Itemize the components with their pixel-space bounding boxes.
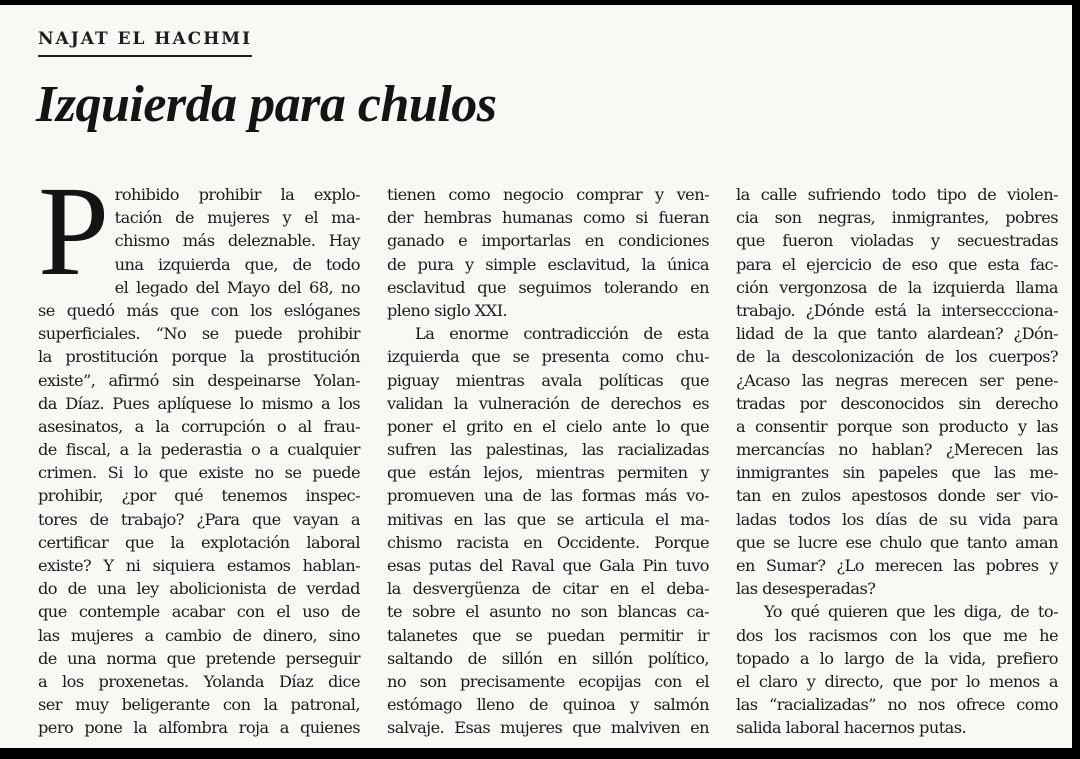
text-line: que fueron violadas y secuestradas xyxy=(736,231,1058,251)
text-line: de una norma que pretende perseguir xyxy=(38,648,360,668)
text-line: ción vergonzosa de la izquierda llama xyxy=(736,277,1058,297)
text-line: poner el grito en el cielo ante lo que xyxy=(387,416,709,436)
text-line: estómago lleno de quinoa y salmón xyxy=(387,695,709,715)
article-column-2 xyxy=(387,183,709,740)
text-line: de pura y simple esclavitud, la única xyxy=(387,254,709,274)
text-line: te sobre el asunto no son blancas ca- xyxy=(387,602,709,622)
text-line: chismo más deleznable. Hay xyxy=(114,231,360,251)
article-headline: Izquierda para chulos xyxy=(36,76,497,133)
text-line: trabajo. ¿Dónde está la interseccciona- xyxy=(736,300,1058,320)
text-line: pleno siglo XXI. xyxy=(387,300,508,320)
text-line: do de una ley abolicionista de verdad xyxy=(38,579,360,599)
text-line: ser muy beligerante con la patronal, xyxy=(38,695,360,715)
text-line: tienen como negocio comprar y ven- xyxy=(387,185,709,204)
text-line: lidad de la que tanto alardean? ¿Dón- xyxy=(736,324,1058,344)
text-line: saltando de sillón en sillón político, xyxy=(387,648,709,668)
text-line: que están lejos, mientras permiten y xyxy=(387,463,709,483)
text-line: a los proxenetas. Yolanda Díaz dice xyxy=(38,671,360,691)
text-line: superficiales. “No se puede prohibir xyxy=(38,324,360,344)
text-line: de fiscal, a la pederastia o a cualquier xyxy=(38,440,360,460)
text-line: de la descolonización de los cuerpos? xyxy=(736,347,1058,367)
text-line: pero pone la alfombra roja a quienes xyxy=(38,718,360,738)
text-line: ganado e importarlas en condiciones xyxy=(387,231,709,251)
text-line: la prostitución porque la prostitución xyxy=(38,347,360,367)
text-line: esclavitud que seguimos tolerando en xyxy=(387,277,709,297)
text-line: no son precisamente ecopijas con el xyxy=(387,671,709,691)
text-line: la desvergüenza de citar en el deba- xyxy=(387,579,709,599)
text-line: se quedó más que con los eslóganes xyxy=(38,300,360,320)
text-line: el claro y directo, que por lo menos a xyxy=(736,671,1058,691)
text-line: chismo racista en Occidente. Porque xyxy=(387,532,709,552)
text-line: ladas todos los días de su vida para xyxy=(736,509,1058,529)
text-line: validan la vulneración de derechos es xyxy=(387,393,709,413)
text-line: topado a lo largo de la vida, prefiero xyxy=(736,648,1058,668)
text-line: prohibir, ¿por qué tenemos inspec- xyxy=(38,486,360,506)
text-line: piguay mientras avala políticas que xyxy=(387,370,709,390)
text-line: tradas por desconocidos sin derecho xyxy=(736,393,1058,413)
article-column-1 xyxy=(38,160,360,740)
text-line: las “racializadas” no nos ofrece como xyxy=(736,695,1058,715)
text-line: existe? Y ni siquiera estamos hablan- xyxy=(38,556,360,575)
text-line: que se lucre ese chulo que tanto aman xyxy=(736,532,1058,552)
text-line: crimen. Si lo que existe no se puede xyxy=(38,463,360,483)
text-line: cia son negras, inmigrantes, pobres xyxy=(736,208,1058,228)
text-line: existe”, afirmó sin despeinarse Yolan- xyxy=(38,370,360,390)
text-line: la calle sufriendo todo tipo de violen- xyxy=(736,185,1058,204)
text-line: que contemple acabar con el uso de xyxy=(38,602,360,622)
article-column-3 xyxy=(736,183,1058,740)
text-line: sufren las palestinas, las racializadas xyxy=(387,440,709,460)
text-line: una izquierda que, de todo xyxy=(114,254,360,274)
text-line: asesinatos, a la corrupción o al frau- xyxy=(38,416,360,436)
text-line: a consentir porque son producto y las xyxy=(736,416,1058,436)
text-line: inmigrantes sin papeles que las me- xyxy=(736,463,1058,483)
text-line: der hembras humanas como si fueran xyxy=(387,208,709,228)
text-line: tan en zulos apestosos donde ser vio- xyxy=(736,486,1058,506)
drop-cap: P xyxy=(38,160,109,302)
text-line: tación de mujeres y el ma- xyxy=(114,208,360,228)
text-line: mitivas en las que se articula el ma- xyxy=(387,509,709,529)
text-line: las mujeres a cambio de dinero, sino xyxy=(38,625,360,645)
text-line: mercancías no hablan? ¿Merecen las xyxy=(736,440,1058,460)
text-line: el legado del Mayo del 68, no xyxy=(114,277,360,297)
text-line: certificar que la explotación laboral xyxy=(38,532,360,552)
text-line: en Sumar? ¿Lo merecen las pobres y xyxy=(736,556,1058,575)
text-line: dos los racismos con los que me he xyxy=(736,625,1058,645)
text-line: Yo qué quieren que les diga, de to- xyxy=(764,602,1058,622)
text-line: rohibido prohibir la explo- xyxy=(114,185,360,204)
text-line: ¿Acaso las negras merecen ser pene- xyxy=(736,370,1058,390)
text-line: las desesperadas? xyxy=(736,579,876,599)
author-byline: NAJAT EL HACHMI xyxy=(38,29,252,57)
text-line: salida laboral hacernos putas. xyxy=(736,718,967,738)
newspaper-page xyxy=(0,5,1072,748)
text-line: promueven una de las formas más vo- xyxy=(387,486,709,506)
text-line: La enorme contradicción de esta xyxy=(415,324,709,344)
text-line: talanetes que se puedan permitir ir xyxy=(387,625,709,645)
text-line: izquierda que se presenta como chu- xyxy=(387,347,709,367)
text-line: para el ejercicio de eso que esta fac- xyxy=(736,254,1058,274)
text-line: da Díaz. Pues aplíquese lo mismo a los xyxy=(38,393,360,413)
text-line: esas putas del Raval que Gala Pin tuvo xyxy=(387,556,709,575)
text-line: salvaje. Esas mujeres que malviven en xyxy=(387,718,709,738)
text-line: tores de trabajo? ¿Para que vayan a xyxy=(38,509,360,529)
